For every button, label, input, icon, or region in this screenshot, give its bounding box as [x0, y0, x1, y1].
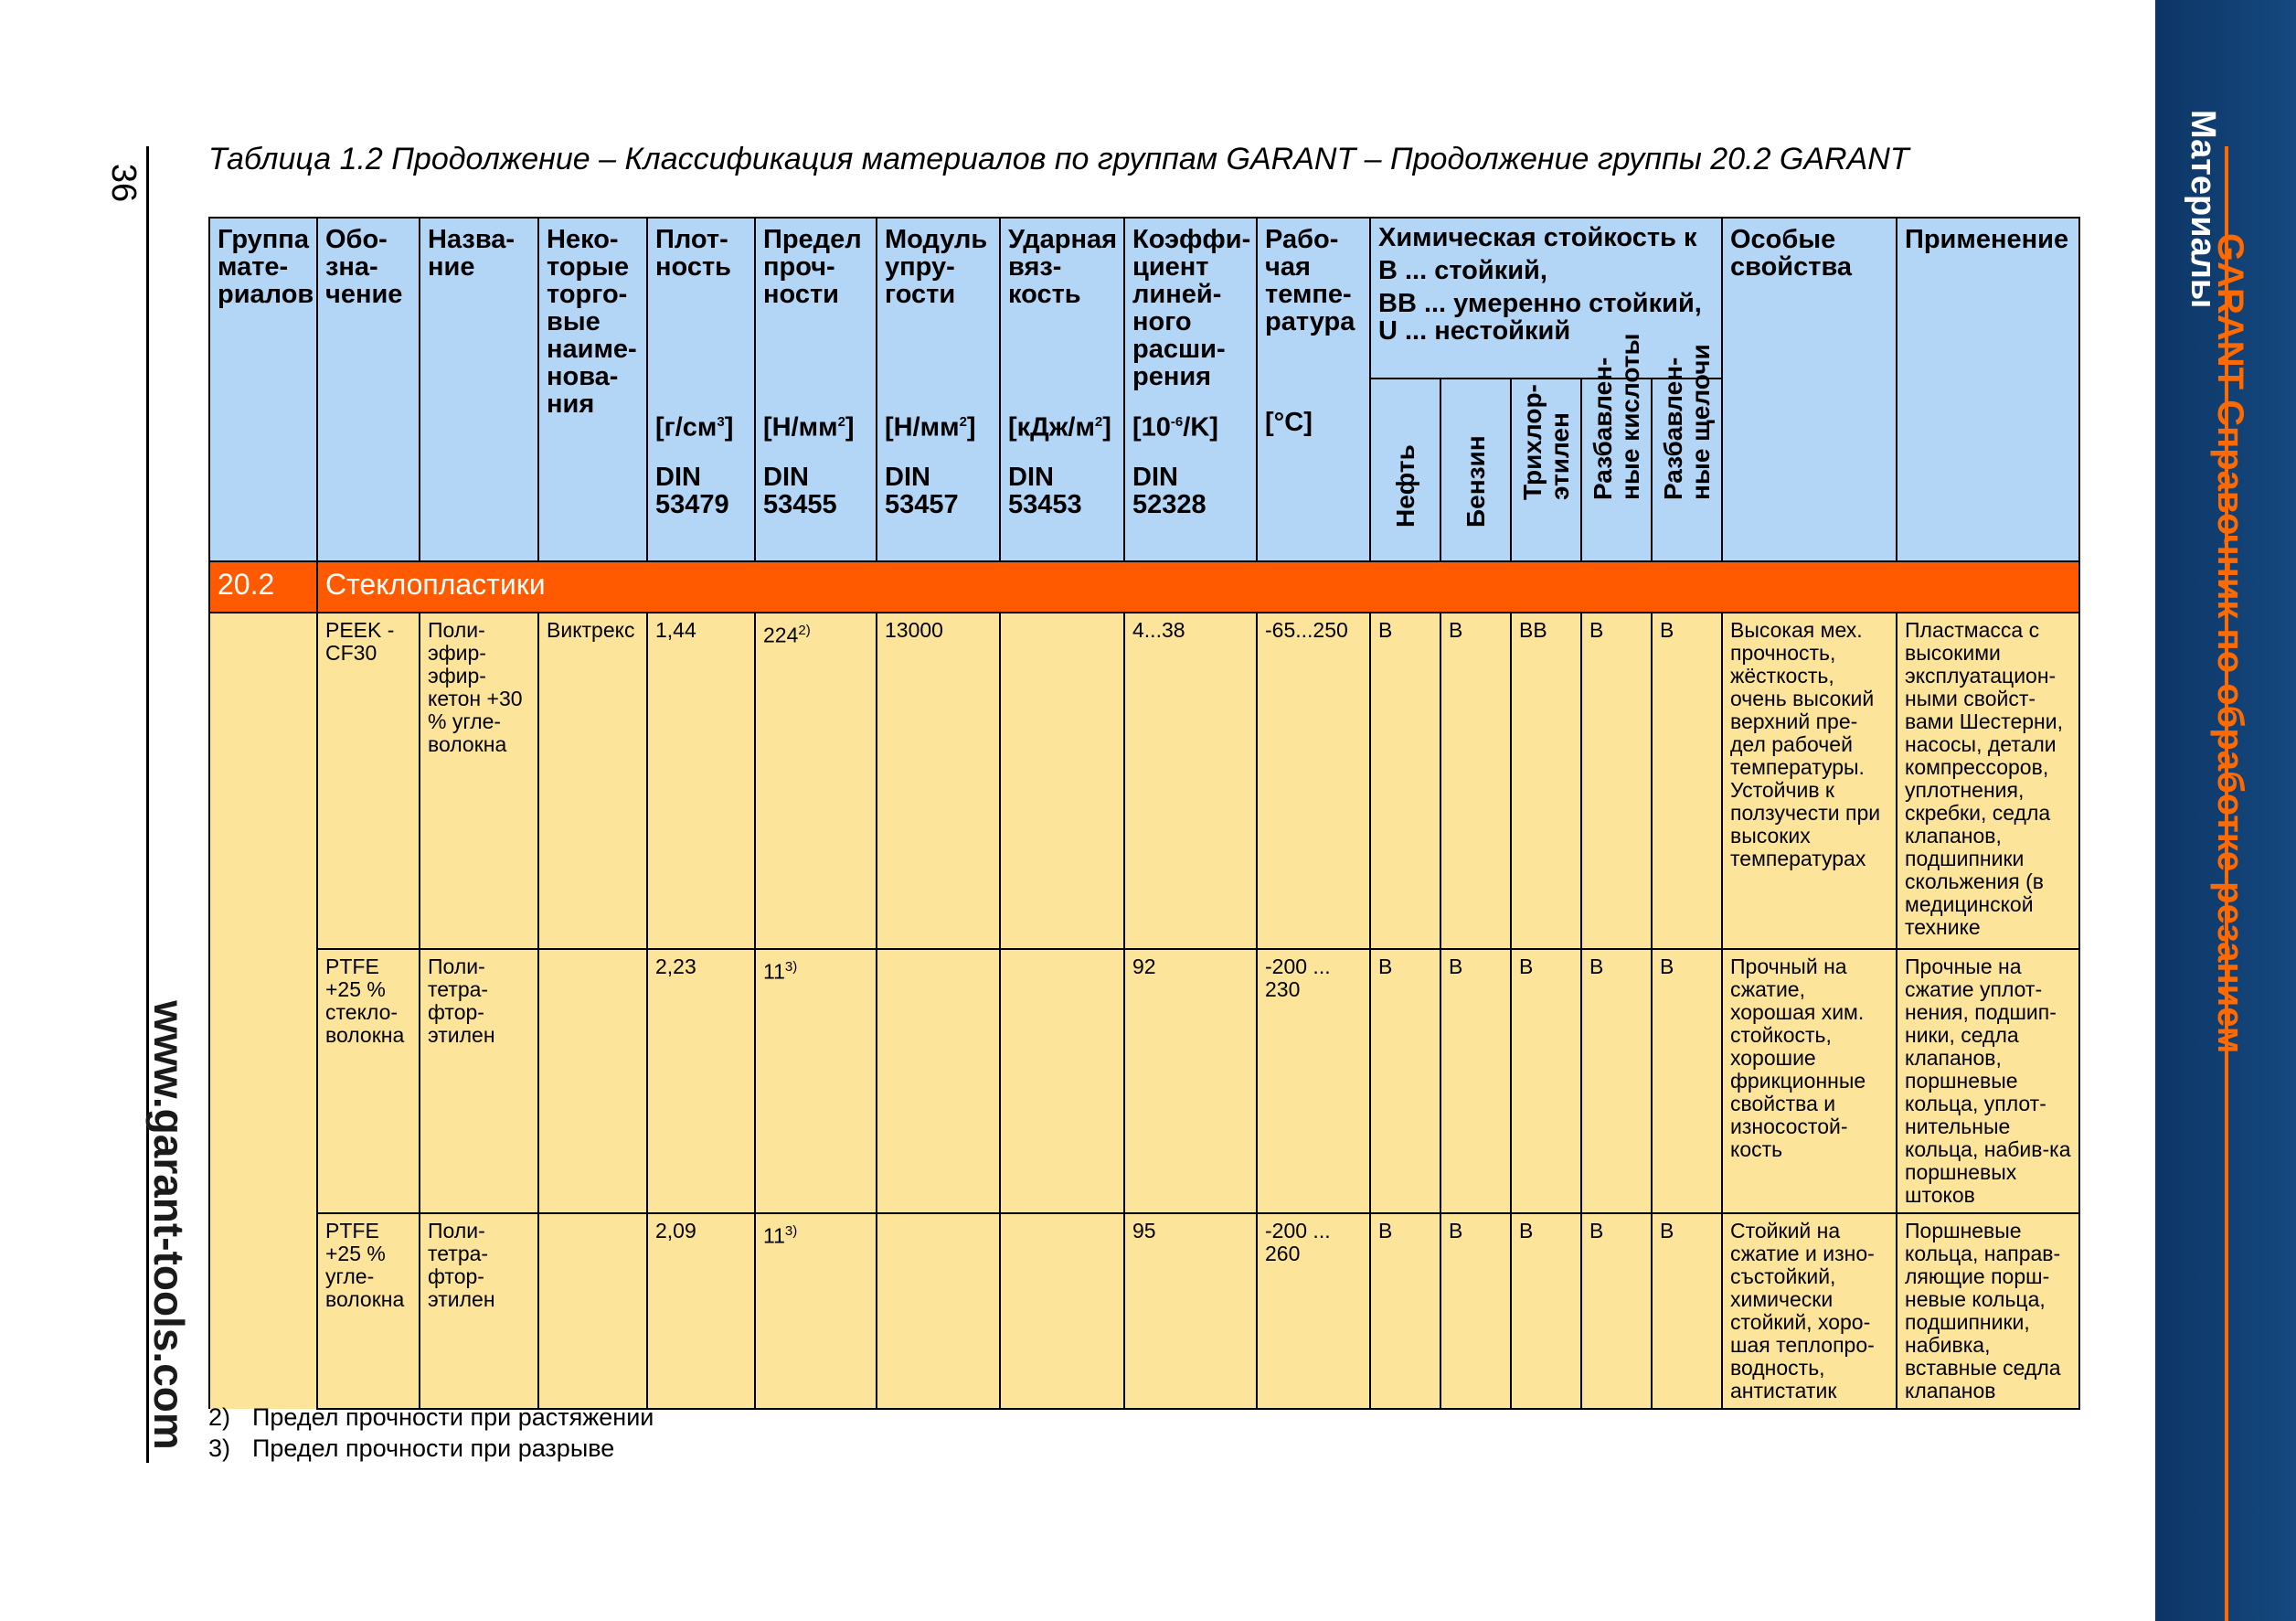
- cell-chem-oil: B: [1370, 1213, 1440, 1409]
- cell-chem-petrol: B: [1440, 1213, 1511, 1409]
- col-header-application: Применение: [1897, 218, 2079, 561]
- cell-modulus: [877, 949, 1000, 1213]
- cell-name: Поли-эфир-эфир-кетон +30 % угле-волокна: [420, 613, 538, 949]
- cell-properties: Прочный на сжатие, хорошая хим. стойкость, хорошие фрикционные свойства и износостой-кость: [1722, 949, 1897, 1213]
- banner-title: GARANT Справочник по обработке резанием: [2210, 233, 2250, 1054]
- col-header-dilute-alkalis: Разбавлен-ные щелочи: [1652, 379, 1722, 561]
- cell-impact: [1000, 613, 1124, 949]
- cell-expansion: 95: [1124, 1213, 1257, 1409]
- cell-impact: [1000, 949, 1124, 1213]
- col-header-oil: Нефть: [1370, 379, 1440, 561]
- cell-designation: PTFE +25 % угле-волокна: [317, 1213, 420, 1409]
- website-url[interactable]: www.garant-tools.com: [145, 1000, 193, 1450]
- group-row: [209, 561, 2079, 613]
- footnotes: [208, 1402, 654, 1464]
- page-number: 36: [104, 163, 143, 203]
- cell-impact: [1000, 1213, 1124, 1409]
- group-cell: [209, 613, 317, 1409]
- cell-name: Поли-тетра-фтор-этилен: [420, 949, 538, 1213]
- cell-chem-petrol: B: [1440, 949, 1511, 1213]
- cell-chem-trichloroethylene: B: [1511, 1213, 1581, 1409]
- cell-strength: 11$^{3)}$: [755, 1213, 877, 1409]
- cell-temperature: -200 ... 260: [1257, 1213, 1370, 1409]
- cell-chem-trichloroethylene: BB: [1511, 613, 1581, 949]
- col-header-name: Назва-ние: [420, 218, 538, 561]
- banner-subtitle: Материалы: [2184, 110, 2222, 309]
- cell-properties: Высокая мех. прочность, жёсткость, очень высокий верхний пре-дел рабочей температуры. Устойчив к ползучести при высоких температурах: [1722, 613, 1897, 949]
- cell-trade: [538, 1213, 647, 1409]
- cell-density: 2,23: [647, 949, 755, 1213]
- cell-application: Поршневые кольца, направ-ляющие порш-невые кольца, подшипники, набивка, вставные седла клапанов: [1897, 1213, 2079, 1409]
- cell-chem-oil: B: [1370, 949, 1440, 1213]
- cell-modulus: [877, 1213, 1000, 1409]
- footnote: 3) Предел прочности при разрыве: [208, 1434, 615, 1462]
- cell-expansion: 4...38: [1124, 613, 1257, 949]
- cell-designation: PEEK - CF30: [317, 613, 420, 949]
- cell-strength: 11$^{3)}$: [755, 949, 877, 1213]
- cell-chem-acids: B: [1581, 613, 1652, 949]
- col-header-designation: Обо-зна-чение: [317, 218, 420, 561]
- col-header-petrol: Бензин: [1440, 379, 1511, 561]
- group-number: 20.2: [209, 561, 317, 613]
- cell-chem-petrol: B: [1440, 613, 1511, 949]
- table-row: [209, 949, 2079, 1213]
- col-header-dilute-acids: Разбавлен-ные кислоты: [1581, 379, 1652, 561]
- cell-strength: 224$^{2)}$: [755, 613, 877, 949]
- cell-application: Прочные на сжатие уплот-нения, подшип-ники, седла клапанов, поршневые кольца, уплот-нительные кольца, набив-ка поршневых штоков: [1897, 949, 2079, 1213]
- col-header-trade-names: Неко-торые торго-вые наиме-нова-ния: [538, 218, 647, 561]
- cell-trade: Виктрекс: [538, 613, 647, 949]
- col-header-strength: Предел проч-ности $[Н/мм^2]$ DIN 53455: [755, 218, 877, 561]
- cell-temperature: -65...250: [1257, 613, 1370, 949]
- cell-density: 1,44: [647, 613, 755, 949]
- group-name: Стеклопластики: [317, 561, 2079, 613]
- cell-chem-trichloroethylene: B: [1511, 949, 1581, 1213]
- cell-chem-acids: B: [1581, 949, 1652, 1213]
- col-header-expansion: Коэффи-циент линей-ного расши-рения $[10^{-6}/K]$ DIN 52328: [1124, 218, 1257, 561]
- cell-trade: [538, 949, 647, 1213]
- table-title: Таблица 1.2 Продолжение – Классификация материалов по группам GARANT – Продолжение группы 20.2 GARANT: [208, 142, 1909, 176]
- cell-chem-oil: B: [1370, 613, 1440, 949]
- cell-density: 2,09: [647, 1213, 755, 1409]
- cell-application: Пластмасса с высокими эксплуатацион-ными свойст-вами Шестерни, насосы, детали компрессоров, уплотнения, скребки, седла клапанов, подшипники скольжения (в медицинской технике: [1897, 613, 2079, 949]
- cell-chem-acids: B: [1581, 1213, 1652, 1409]
- col-header-modulus: Модуль упру-гости $[Н/мм^2]$ DIN 53457: [877, 218, 1000, 561]
- col-header-chemical: Химическая стойкость к B ... стойкий, BB ... умеренно стойкий, U ... нестойкий: [1370, 218, 1722, 379]
- cell-chem-alkalis: B: [1652, 949, 1722, 1213]
- cell-temperature: -200 ... 230: [1257, 949, 1370, 1213]
- table-row: [209, 613, 2079, 949]
- col-header-trichloroethylene: Трихлор-этилен: [1511, 379, 1581, 561]
- col-header-density: Плот-ность $[г/см^3]$ DIN 53479: [647, 218, 755, 561]
- materials-table: [208, 217, 2080, 1410]
- header-row: [209, 218, 2079, 379]
- cell-chem-alkalis: B: [1652, 1213, 1722, 1409]
- cell-modulus: 13000: [877, 613, 1000, 949]
- footnote: 2) Предел прочности при растяжении: [208, 1403, 654, 1431]
- col-header-group: Группа мате-риалов: [209, 218, 317, 561]
- cell-properties: Стойкий на сжатие и изно-състойкий, химически стойкий, хоро-шая теплопро-водность, антистатик: [1722, 1213, 1897, 1409]
- col-header-impact: Ударная вяз-кость $[кДж/м^2]$ DIN 53453: [1000, 218, 1124, 561]
- table-row: [209, 1213, 2079, 1409]
- cell-name: Поли-тетра-фтор-этилен: [420, 1213, 538, 1409]
- cell-designation: PTFE +25 % стекло-волокна: [317, 949, 420, 1213]
- cell-chem-alkalis: B: [1652, 613, 1722, 949]
- col-header-properties: Особые свойства: [1722, 218, 1897, 561]
- col-header-temperature: Рабо-чая темпе-ратура [°C]: [1257, 218, 1370, 561]
- cell-expansion: 92: [1124, 949, 1257, 1213]
